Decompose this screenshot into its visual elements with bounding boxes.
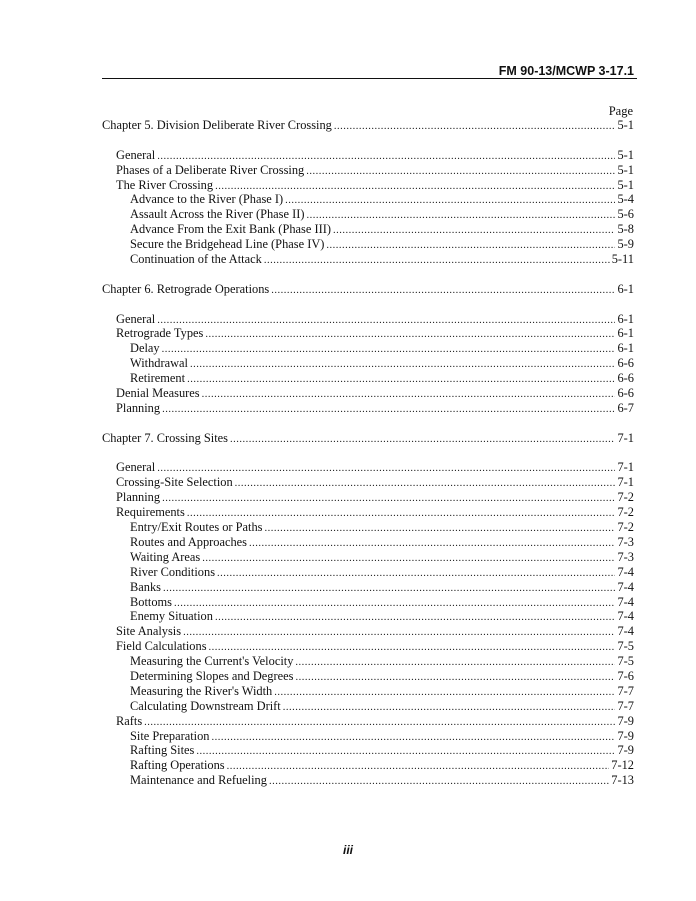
toc-entry-title: Delay: [130, 341, 160, 356]
toc-entry[interactable]: [102, 341, 634, 356]
toc-chapter-entry[interactable]: [102, 118, 634, 133]
dot-leader: [271, 284, 615, 299]
toc-entry[interactable]: [102, 356, 634, 371]
toc-entry-title: Rafting Sites: [130, 743, 195, 758]
toc-entry-page: 7-1: [617, 475, 634, 490]
toc-entry-page: 5-1: [617, 177, 634, 192]
toc-entry-page: 6-1: [617, 281, 634, 296]
dot-leader: [265, 522, 616, 537]
toc-entry-title: Retirement: [130, 371, 186, 386]
toc-entry-title: Waiting Areas: [130, 549, 201, 564]
toc-entry-title: Maintenance and Refueling: [130, 773, 267, 788]
toc-entry-title: Site Preparation: [130, 728, 210, 743]
dot-leader: [162, 492, 615, 507]
toc-entry[interactable]: [102, 520, 634, 535]
dot-leader: [264, 254, 610, 269]
dot-leader: [274, 686, 615, 701]
dot-leader: [163, 582, 615, 597]
dot-leader: [285, 194, 615, 209]
dot-leader: [215, 611, 616, 626]
toc-entry-page: 7-5: [617, 654, 634, 669]
toc-entry[interactable]: [102, 326, 634, 341]
dot-leader: [183, 626, 615, 641]
dot-leader: [295, 671, 615, 686]
toc-entry[interactable]: [102, 401, 634, 416]
toc-entry-page: 5-11: [611, 252, 634, 267]
toc-entry[interactable]: [102, 654, 634, 669]
toc-entry-title: Assault Across the River (Phase II): [130, 207, 305, 222]
toc-entry-page: 7-4: [617, 564, 634, 579]
dot-leader: [174, 597, 615, 612]
toc-entry-page: 7-13: [611, 773, 634, 788]
dot-leader: [227, 760, 610, 775]
toc-entry-page: 7-4: [617, 624, 634, 639]
toc-entry-title: Planning: [116, 400, 161, 415]
toc-entry-page: 6-1: [617, 326, 634, 341]
toc-entry-title: The River Crossing: [116, 177, 214, 192]
toc-entry-title: Measuring the River's Width: [130, 683, 273, 698]
toc-entry[interactable]: [102, 595, 634, 610]
toc-entry-title: Bottoms: [130, 594, 172, 609]
toc-entry-page: 6-1: [617, 311, 634, 326]
toc-entry-title: General: [116, 311, 156, 326]
dot-leader: [205, 328, 615, 343]
toc-entry-page: 6-6: [617, 356, 634, 371]
toc-entry-title: Continuation of the Attack: [130, 252, 262, 267]
toc-entry-page: 7-12: [611, 758, 634, 773]
section-gap: [102, 267, 634, 282]
toc-entry-page: 5-1: [617, 147, 634, 162]
toc-entry-title: Enemy Situation: [130, 609, 213, 624]
toc-entry-page: 7-4: [617, 579, 634, 594]
dot-leader: [269, 775, 609, 790]
toc-entry-title: Rafting Operations: [130, 758, 225, 773]
toc-entry-page: 7-5: [617, 639, 634, 654]
toc-entry-title: Entry/Exit Routes or Paths: [130, 520, 263, 535]
dot-leader: [326, 239, 615, 254]
toc-entry[interactable]: [102, 684, 634, 699]
toc-entry-title: Banks: [130, 579, 161, 594]
toc-entry[interactable]: [102, 192, 634, 207]
toc-entry-title: Field Calculations: [116, 639, 207, 654]
toc-entry-title: Site Analysis: [116, 624, 182, 639]
toc-entry-title: Planning: [116, 490, 161, 505]
toc-entry[interactable]: [102, 758, 634, 773]
toc-entry[interactable]: [102, 505, 634, 520]
dot-leader: [202, 388, 616, 403]
toc-entry[interactable]: [102, 714, 634, 729]
toc-entry[interactable]: [102, 669, 634, 684]
section-gap: [102, 297, 634, 312]
toc-entry[interactable]: [102, 624, 634, 639]
toc-entry[interactable]: [102, 743, 634, 758]
toc-entry-title: Rafts: [116, 713, 143, 728]
section-gap: [102, 416, 634, 431]
toc-entry-page: 7-2: [617, 520, 634, 535]
toc-entry-page: 6-6: [617, 371, 634, 386]
toc-entry-title: Chapter 6. Retrograde Operations: [102, 281, 270, 296]
toc-entry-title: Crossing-Site Selection: [116, 475, 233, 490]
toc-entry-title: General: [116, 147, 156, 162]
dot-leader: [235, 477, 616, 492]
toc-entry-page: 7-3: [617, 534, 634, 549]
toc-entry-page: 7-1: [617, 460, 634, 475]
toc-entry[interactable]: [102, 535, 634, 550]
toc-entry-page: 5-6: [617, 207, 634, 222]
dot-leader: [217, 567, 615, 582]
section-gap: [102, 133, 634, 148]
dot-leader: [212, 731, 616, 746]
toc-chapter-entry[interactable]: [102, 282, 634, 297]
toc-chapter-entry[interactable]: [102, 431, 634, 446]
toc-entry-page: 5-1: [617, 162, 634, 177]
dot-leader: [202, 552, 615, 567]
toc-entry-page: 7-4: [617, 609, 634, 624]
toc-entry-title: Measuring the Current's Velocity: [130, 654, 294, 669]
toc-entry-title: Routes and Approaches: [130, 534, 247, 549]
toc-entry-page: 7-3: [617, 549, 634, 564]
toc-entry[interactable]: [102, 729, 634, 744]
toc-entry-page: 5-1: [617, 118, 634, 132]
toc-entry-title: Advance to the River (Phase I): [130, 192, 284, 207]
toc-entry-title: Chapter 5. Division Deliberate River Crossing: [102, 118, 332, 132]
toc-entry-title: Retrograde Types: [116, 326, 204, 341]
toc-entry-page: 5-8: [617, 222, 634, 237]
dot-leader: [230, 433, 615, 448]
toc-entry-title: Requirements: [116, 505, 185, 520]
toc-entry-page: 7-7: [617, 698, 634, 713]
toc-entry-page: 7-2: [617, 490, 634, 505]
dot-leader: [333, 224, 616, 239]
toc-entry-page: 6-7: [617, 400, 634, 415]
toc-entry-title: Secure the Bridgehead Line (Phase IV): [130, 237, 325, 252]
toc-entry[interactable]: [102, 222, 634, 237]
table-of-contents: [102, 118, 634, 788]
toc-entry-page: 7-9: [617, 713, 634, 728]
header-rule: [102, 78, 637, 79]
toc-entry-title: Advance From the Exit Bank (Phase III): [130, 222, 331, 237]
toc-entry[interactable]: [102, 386, 634, 401]
dot-leader: [187, 373, 615, 388]
document-id: FM 90-13/MCWP 3-17.1: [498, 64, 634, 78]
toc-entry-title: Denial Measures: [116, 386, 200, 401]
toc-entry-page: 7-2: [617, 505, 634, 520]
toc-entry-page: 7-7: [617, 683, 634, 698]
toc-entry[interactable]: [102, 460, 634, 475]
dot-leader: [162, 403, 615, 418]
toc-entry-page: 7-6: [617, 668, 634, 683]
dot-leader: [306, 165, 615, 180]
toc-entry-title: Determining Slopes and Degrees: [130, 668, 294, 683]
section-gap: [102, 446, 634, 461]
toc-entry[interactable]: [102, 490, 634, 505]
toc-entry[interactable]: [102, 699, 634, 714]
dot-leader: [283, 701, 616, 716]
page-column-label: Page: [608, 104, 633, 118]
toc-entry[interactable]: [102, 371, 634, 386]
toc-entry[interactable]: [102, 609, 634, 624]
dot-leader: [162, 343, 616, 358]
toc-entry[interactable]: [102, 312, 634, 327]
toc-entry[interactable]: [102, 207, 634, 222]
toc-entry-page: 7-9: [617, 743, 634, 758]
dot-leader: [249, 537, 615, 552]
toc-entry[interactable]: [102, 580, 634, 595]
dot-leader: [196, 745, 615, 760]
dot-leader: [334, 120, 616, 135]
dot-leader: [190, 358, 615, 373]
toc-entry-page: 7-4: [617, 594, 634, 609]
toc-entry-page: 6-6: [617, 386, 634, 401]
toc-entry-page: 5-4: [617, 192, 634, 207]
toc-entry-page: 6-1: [617, 341, 634, 356]
toc-entry-title: Chapter 7. Crossing Sites: [102, 430, 228, 445]
toc-entry[interactable]: [102, 475, 634, 490]
toc-entry-title: River Conditions: [130, 564, 216, 579]
toc-entry[interactable]: [102, 237, 634, 252]
toc-entry-page: 7-1: [617, 430, 634, 445]
toc-entry[interactable]: [102, 565, 634, 580]
toc-entry[interactable]: [102, 550, 634, 565]
toc-entry-page: 7-9: [617, 728, 634, 743]
toc-entry[interactable]: [102, 163, 634, 178]
toc-entry-title: General: [116, 460, 156, 475]
toc-entry[interactable]: [102, 773, 634, 788]
page-number: iii: [342, 843, 353, 857]
toc-entry[interactable]: [102, 252, 634, 267]
toc-entry-title: Calculating Downstream Drift: [130, 698, 281, 713]
toc-entry[interactable]: [102, 178, 634, 193]
toc-entry-title: Phases of a Deliberate River Crossing: [116, 162, 305, 177]
dot-leader: [144, 716, 615, 731]
toc-entry[interactable]: [102, 639, 634, 654]
toc-entry-page: 5-9: [617, 237, 634, 252]
dot-leader: [295, 656, 615, 671]
dot-leader: [306, 209, 615, 224]
toc-entry-title: Withdrawal: [130, 356, 188, 371]
dot-leader: [157, 314, 615, 329]
toc-entry[interactable]: [102, 148, 634, 163]
